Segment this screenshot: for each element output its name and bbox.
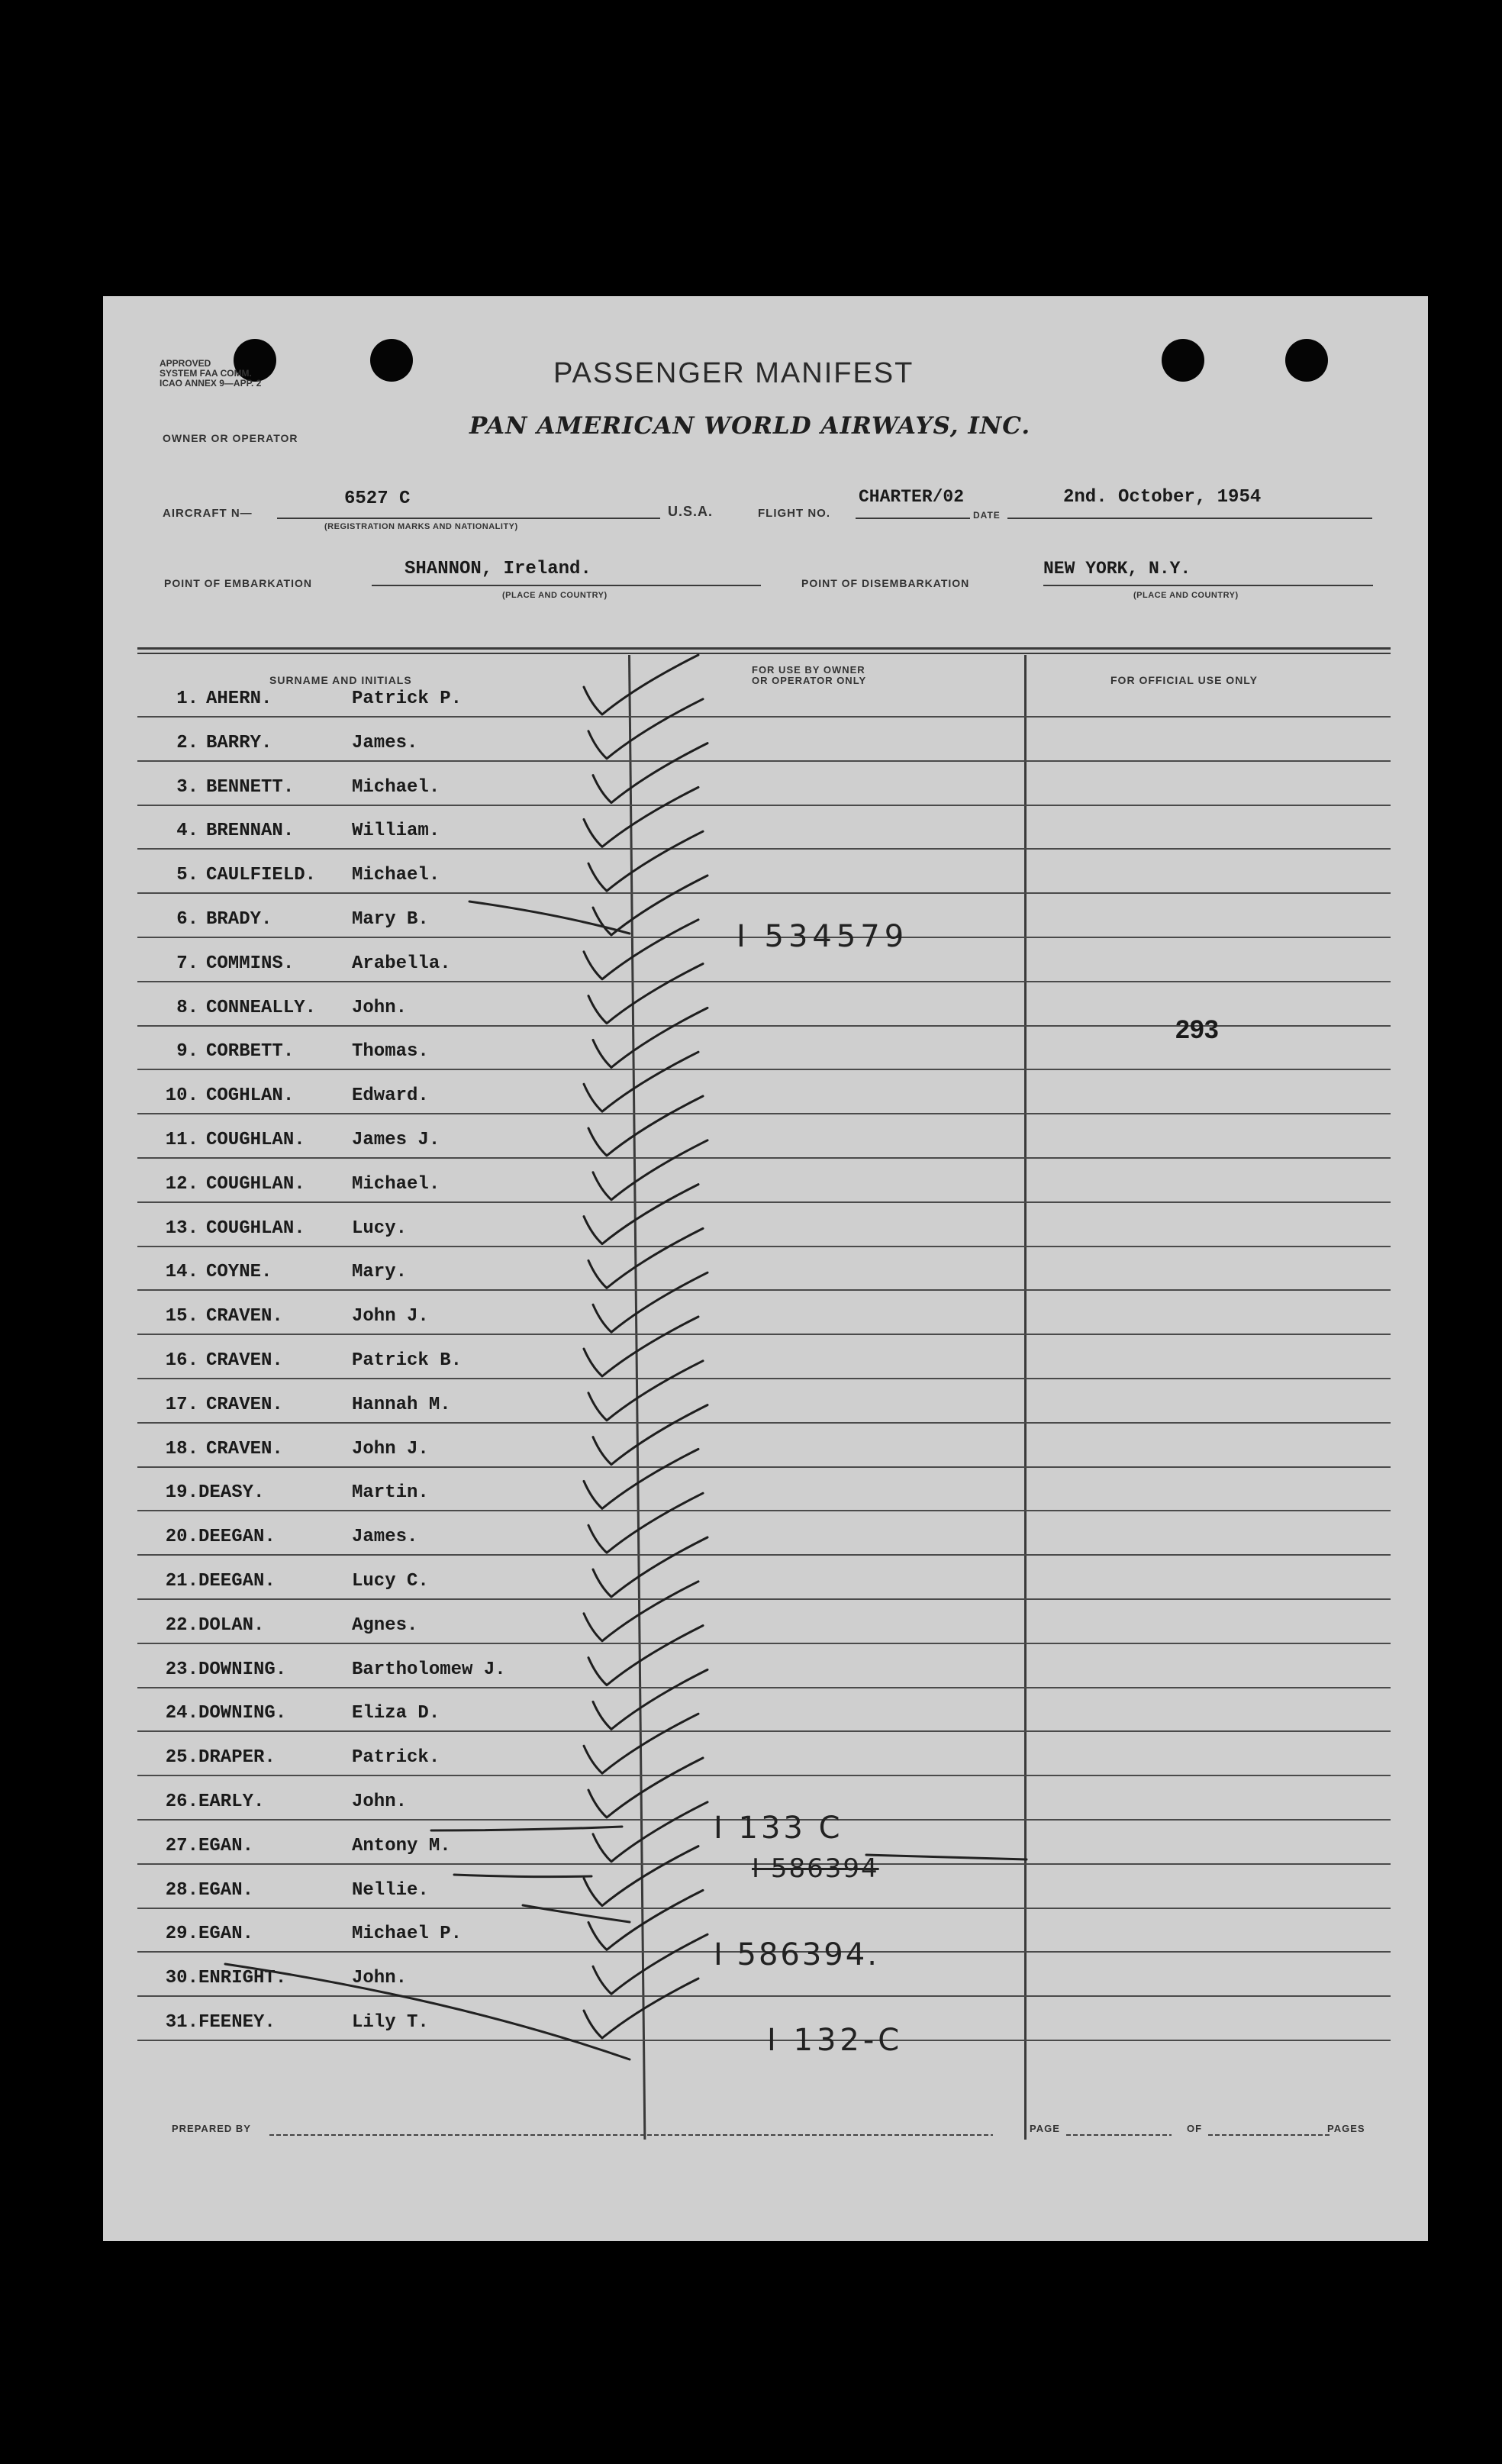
disembarkation-label: POINT OF DISEMBARKATION bbox=[801, 577, 970, 589]
passenger-given-name: Eliza D. bbox=[352, 1703, 440, 1724]
row-rule bbox=[137, 2040, 1391, 2041]
passenger-given-name: Bartholomew J. bbox=[352, 1659, 506, 1680]
passenger-surname: DRAPER. bbox=[198, 1747, 276, 1769]
passenger-given-name: James J. bbox=[352, 1130, 440, 1150]
disembarkation-underline bbox=[1043, 585, 1373, 586]
date-underline bbox=[1007, 518, 1372, 519]
row-number: 12. bbox=[165, 1173, 198, 1195]
passenger-given-name: Edward. bbox=[352, 1085, 429, 1107]
disembarkation-value: NEW YORK, N.Y. bbox=[1043, 559, 1191, 579]
row-number: 18. bbox=[165, 1438, 198, 1459]
row-rule bbox=[137, 1334, 1391, 1335]
passenger-surname: EGAN. bbox=[198, 1835, 254, 1856]
row-rule bbox=[137, 1775, 1391, 1776]
row-rule bbox=[137, 1246, 1391, 1247]
table-row bbox=[103, 1262, 1428, 1292]
row-number: 17. bbox=[165, 1394, 198, 1415]
row-number: 6. bbox=[176, 909, 198, 930]
passenger-given-name: Lily T. bbox=[352, 2012, 429, 2033]
row-rule bbox=[137, 1995, 1391, 1997]
page-label: PAGE bbox=[1030, 2123, 1060, 2134]
handwritten-row6: I 534579 bbox=[736, 919, 909, 954]
passenger-given-name: Lucy C. bbox=[352, 1571, 429, 1592]
row-rule bbox=[137, 1422, 1391, 1424]
passenger-given-name: James. bbox=[352, 732, 418, 753]
table-row bbox=[103, 953, 1428, 984]
row-rule bbox=[137, 805, 1391, 806]
passenger-surname: DEASY. bbox=[198, 1482, 265, 1504]
embarkation-value: SHANNON, Ireland. bbox=[405, 559, 591, 579]
approval-line-3: ICAO ANNEX 9—APP. 2 bbox=[160, 378, 262, 389]
row-number: 19. bbox=[165, 1482, 198, 1504]
punch-hole bbox=[370, 339, 413, 382]
row-number: 4. bbox=[176, 821, 198, 842]
row-rule bbox=[137, 1466, 1391, 1468]
usa-label: U.S.A. bbox=[668, 504, 714, 519]
row-number: 16. bbox=[165, 1350, 198, 1371]
col-owner-header-2: OR OPERATOR ONLY bbox=[752, 675, 867, 686]
passenger-surname: COYNE. bbox=[206, 1262, 272, 1283]
official-number: 293 bbox=[1175, 1015, 1219, 1044]
punch-hole bbox=[1285, 339, 1328, 382]
table-row bbox=[103, 1527, 1428, 1557]
row-number: 30. bbox=[165, 1968, 198, 1989]
passenger-given-name: Patrick. bbox=[352, 1747, 440, 1769]
table-row bbox=[103, 1041, 1428, 1072]
row-rule bbox=[137, 1113, 1391, 1114]
table-row bbox=[103, 2012, 1428, 2043]
row-rule bbox=[137, 1378, 1391, 1379]
row-rule bbox=[137, 1069, 1391, 1070]
of-label: OF bbox=[1187, 2123, 1203, 2134]
row-number: 11. bbox=[165, 1130, 198, 1150]
row-number: 20. bbox=[165, 1527, 198, 1548]
passenger-surname: CRAVEN. bbox=[206, 1306, 283, 1327]
aircraft-label: AIRCRAFT N— bbox=[163, 507, 253, 520]
passenger-surname: DEEGAN. bbox=[198, 1527, 276, 1548]
table-row bbox=[103, 689, 1428, 719]
row-rule bbox=[137, 1687, 1391, 1688]
passenger-surname: EGAN. bbox=[198, 1879, 254, 1901]
passenger-surname: BRADY. bbox=[206, 909, 272, 930]
of-underline bbox=[1208, 2134, 1332, 2136]
table-row bbox=[103, 1703, 1428, 1734]
passenger-surname: CRAVEN. bbox=[206, 1350, 283, 1371]
table-top-rule-2 bbox=[137, 653, 1391, 654]
passenger-given-name: Nellie. bbox=[352, 1879, 429, 1901]
row-number: 28. bbox=[165, 1879, 198, 1901]
approval-block bbox=[160, 359, 261, 389]
passenger-surname: COUGHLAN. bbox=[206, 1217, 305, 1239]
embarkation-label: POINT OF EMBARKATION bbox=[164, 577, 312, 589]
table-row bbox=[103, 1439, 1428, 1469]
table-row bbox=[103, 1218, 1428, 1249]
owner-label: OWNER OR OPERATOR bbox=[163, 432, 298, 444]
passenger-given-name: John J. bbox=[352, 1438, 429, 1459]
row-number: 15. bbox=[165, 1306, 198, 1327]
passenger-given-name: Martin. bbox=[352, 1482, 429, 1504]
registration-caption: (REGISTRATION MARKS AND NATIONALITY) bbox=[324, 522, 518, 531]
row-number: 27. bbox=[165, 1835, 198, 1856]
table-row bbox=[103, 1659, 1428, 1690]
passenger-given-name: Mary. bbox=[352, 1262, 408, 1283]
passenger-given-name: James. bbox=[352, 1527, 418, 1548]
row-number: 24. bbox=[165, 1703, 198, 1724]
pages-label: PAGES bbox=[1327, 2123, 1365, 2134]
table-row bbox=[103, 998, 1428, 1028]
row-rule bbox=[137, 1157, 1391, 1159]
table-row bbox=[103, 1571, 1428, 1601]
passenger-given-name: Patrick P. bbox=[352, 689, 463, 709]
table-row bbox=[103, 733, 1428, 763]
prepared-by-underline bbox=[269, 2134, 993, 2136]
passenger-surname: FEENEY. bbox=[198, 2012, 276, 2033]
row-rule bbox=[137, 892, 1391, 894]
date-label: DATE bbox=[973, 510, 1001, 521]
row-rule bbox=[137, 760, 1391, 762]
row-number: 8. bbox=[176, 997, 198, 1018]
table-row bbox=[103, 777, 1428, 808]
row-rule bbox=[137, 1908, 1391, 1909]
passenger-given-name: Thomas. bbox=[352, 1041, 429, 1063]
handwritten-row29: I 586394. bbox=[714, 1937, 879, 1972]
passenger-surname: CAULFIELD. bbox=[206, 865, 317, 886]
col-names-header: SURNAME AND INITIALS bbox=[269, 674, 412, 686]
approval-line-2: SYSTEM FAA COMM. bbox=[160, 368, 252, 379]
flight-value: CHARTER/02 bbox=[859, 487, 965, 507]
passenger-surname: CRAVEN. bbox=[206, 1438, 283, 1459]
row-number: 25. bbox=[165, 1747, 198, 1769]
passenger-given-name: Michael P. bbox=[352, 1924, 463, 1945]
passenger-given-name: Michael. bbox=[352, 865, 440, 886]
table-row bbox=[103, 821, 1428, 851]
row-number: 3. bbox=[176, 776, 198, 798]
row-rule bbox=[137, 1510, 1391, 1511]
passenger-given-name: Arabella. bbox=[352, 953, 451, 974]
strike-stroke bbox=[454, 1875, 591, 1877]
passenger-surname: EGAN. bbox=[198, 1924, 254, 1945]
col-owner-header-1: FOR USE BY OWNER bbox=[752, 664, 865, 676]
row-rule bbox=[137, 1598, 1391, 1600]
passenger-surname: BRENNAN. bbox=[206, 821, 295, 842]
row-number: 13. bbox=[165, 1217, 198, 1239]
embarkation-underline bbox=[372, 585, 761, 586]
row-rule bbox=[137, 1201, 1391, 1203]
passenger-given-name: John J. bbox=[352, 1306, 429, 1327]
passenger-surname: COGHLAN. bbox=[206, 1085, 295, 1107]
punch-hole bbox=[1162, 339, 1204, 382]
row-rule bbox=[137, 1289, 1391, 1291]
handwritten-row31: I 132-C bbox=[767, 2023, 904, 2058]
passenger-given-name: John. bbox=[352, 997, 408, 1018]
row-number: 29. bbox=[165, 1924, 198, 1945]
passenger-surname: CORBETT. bbox=[206, 1041, 295, 1063]
handwritten-row27: I 586394 bbox=[752, 1853, 879, 1884]
table-row bbox=[103, 1085, 1428, 1116]
row-number: 7. bbox=[176, 953, 198, 974]
passenger-surname: ENRIGHT. bbox=[198, 1968, 287, 1989]
passenger-surname: COUGHLAN. bbox=[206, 1130, 305, 1150]
passenger-surname: DEEGAN. bbox=[198, 1571, 276, 1592]
passenger-surname: DOLAN. bbox=[198, 1614, 265, 1636]
passenger-surname: AHERN. bbox=[206, 689, 272, 709]
place-caption-embark: (PLACE AND COUNTRY) bbox=[502, 591, 608, 600]
passenger-surname: DOWNING. bbox=[198, 1659, 287, 1680]
page-underline bbox=[1066, 2134, 1172, 2136]
row-number: 2. bbox=[176, 732, 198, 753]
table-row bbox=[103, 1395, 1428, 1425]
row-number: 14. bbox=[165, 1262, 198, 1283]
table-row bbox=[103, 865, 1428, 895]
table-row bbox=[103, 1747, 1428, 1778]
row-rule bbox=[137, 1554, 1391, 1556]
prepared-by-label: PREPARED BY bbox=[172, 2123, 251, 2134]
passenger-given-name: Michael. bbox=[352, 1173, 440, 1195]
row-number: 22. bbox=[165, 1614, 198, 1636]
row-number: 10. bbox=[165, 1085, 198, 1107]
row-number: 9. bbox=[176, 1041, 198, 1063]
passenger-given-name: Hannah M. bbox=[352, 1394, 451, 1415]
passenger-surname: COMMINS. bbox=[206, 953, 295, 974]
row-number: 1. bbox=[176, 689, 198, 709]
table-row bbox=[103, 1130, 1428, 1160]
passenger-given-name: Michael. bbox=[352, 776, 440, 798]
table-row bbox=[103, 1615, 1428, 1646]
passenger-given-name: Patrick B. bbox=[352, 1350, 463, 1371]
date-value: 2nd. October, 1954 bbox=[1063, 487, 1262, 508]
row-number: 23. bbox=[165, 1659, 198, 1680]
col-official-header: FOR OFFICIAL USE ONLY bbox=[1110, 674, 1258, 686]
passenger-surname: CONNEALLY. bbox=[206, 997, 317, 1018]
aircraft-value: 6527 C bbox=[344, 489, 411, 509]
passenger-given-name: John. bbox=[352, 1968, 408, 1989]
passenger-surname: DOWNING. bbox=[198, 1703, 287, 1724]
table-row bbox=[103, 1482, 1428, 1513]
passenger-surname: CRAVEN. bbox=[206, 1394, 283, 1415]
passenger-given-name: Agnes. bbox=[352, 1614, 418, 1636]
table-top-rule bbox=[137, 647, 1391, 650]
passenger-given-name: Antony M. bbox=[352, 1835, 451, 1856]
row-rule bbox=[137, 981, 1391, 982]
table-row bbox=[103, 1306, 1428, 1337]
place-caption-disembark: (PLACE AND COUNTRY) bbox=[1133, 591, 1239, 600]
passenger-given-name: William. bbox=[352, 821, 440, 842]
flight-label: FLIGHT NO. bbox=[758, 507, 830, 520]
row-rule bbox=[137, 1643, 1391, 1644]
approval-line-1: APPROVED bbox=[160, 358, 211, 369]
row-number: 21. bbox=[165, 1571, 198, 1592]
operator-name: PAN AMERICAN WORLD AIRWAYS, INC. bbox=[469, 412, 1031, 440]
passenger-surname: BENNETT. bbox=[206, 776, 295, 798]
row-number: 26. bbox=[165, 1792, 198, 1812]
table-row bbox=[103, 1880, 1428, 1911]
passenger-surname: COUGHLAN. bbox=[206, 1173, 305, 1195]
manifest-sheet bbox=[103, 296, 1428, 2241]
strike-stroke bbox=[431, 1827, 622, 1830]
passenger-surname: EARLY. bbox=[198, 1792, 265, 1812]
passenger-given-name: Lucy. bbox=[352, 1217, 408, 1239]
handwritten-row26: I 133 C bbox=[714, 1811, 843, 1846]
row-rule bbox=[137, 848, 1391, 850]
row-number: 31. bbox=[165, 2012, 198, 2033]
passenger-given-name: Mary B. bbox=[352, 909, 429, 930]
row-number: 5. bbox=[176, 865, 198, 886]
passenger-given-name: John. bbox=[352, 1792, 408, 1812]
row-rule bbox=[137, 716, 1391, 718]
table-row bbox=[103, 1174, 1428, 1205]
aircraft-underline bbox=[277, 518, 660, 519]
row-rule bbox=[137, 1730, 1391, 1732]
passenger-surname: BARRY. bbox=[206, 732, 272, 753]
flight-underline bbox=[856, 518, 970, 519]
table-row bbox=[103, 1350, 1428, 1381]
table-row bbox=[103, 1968, 1428, 1998]
form-title: PASSENGER MANIFEST bbox=[553, 357, 914, 389]
